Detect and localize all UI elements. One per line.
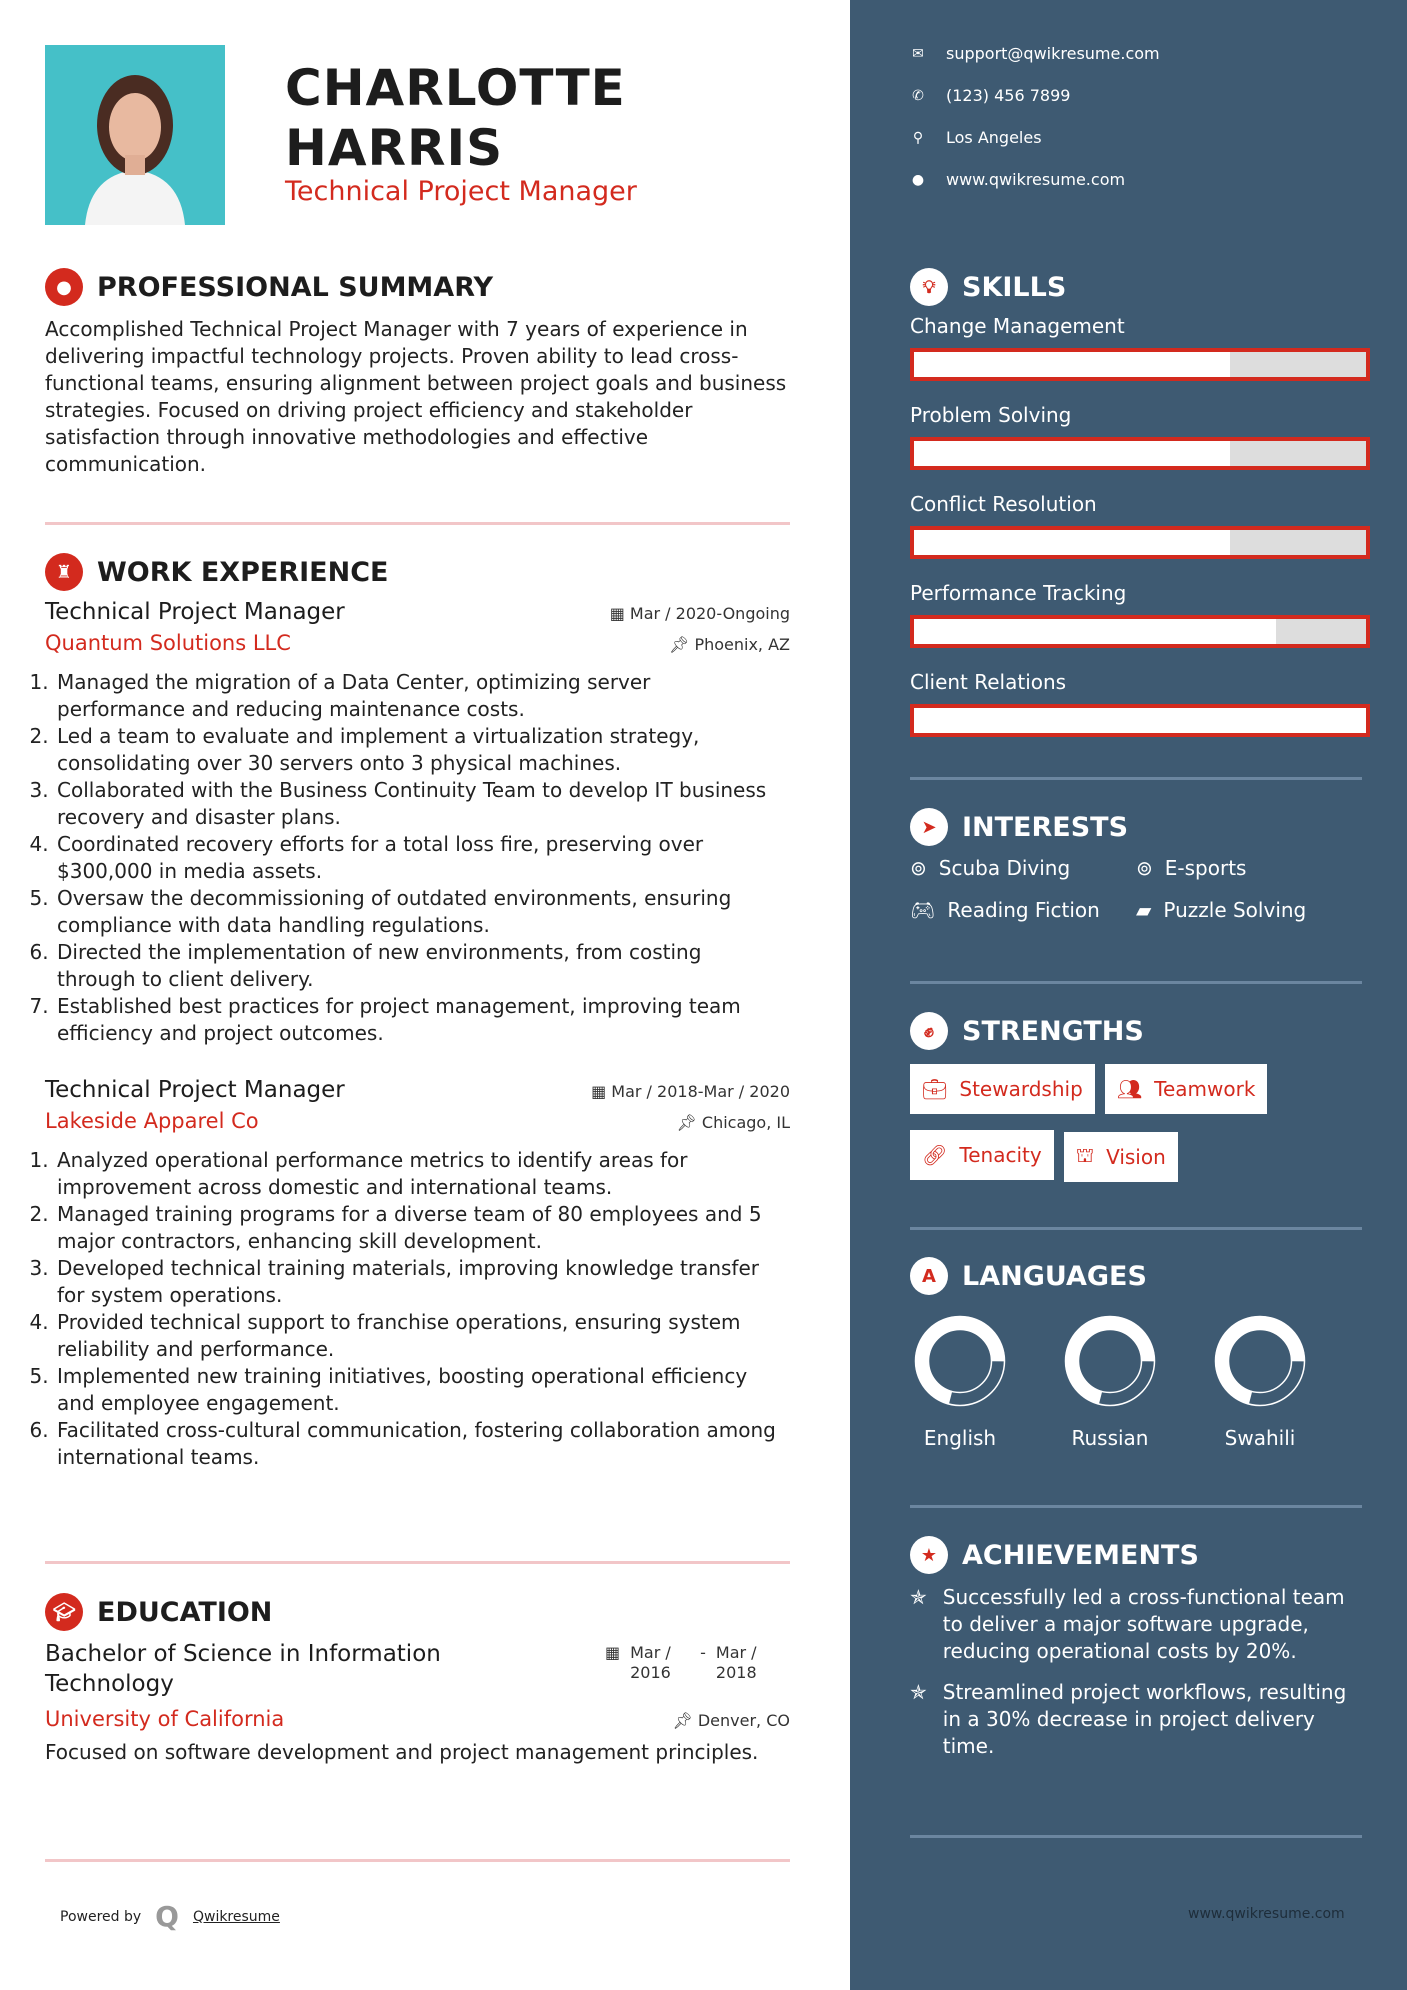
job-duties: [37, 669, 777, 1047]
interest-label: Scuba Diving: [938, 856, 1071, 880]
qwikresume-logo-icon: Q: [155, 1900, 179, 1933]
summary-text: Accomplished Technical Project Manager with 7 years of experience in delivering impactful technology projects. Proven ability to lead cross-functional teams, ensuring alignment between project goals and business strategies. Focused on driving project efficiency and stakeholder satisfaction through innovative methodologies and effective communication.: [45, 317, 787, 476]
skill-item: [910, 492, 1370, 559]
lightbulb-icon: 💡︎: [910, 268, 948, 306]
life-ring-icon: ⊚: [910, 856, 927, 880]
skill-bar: [910, 615, 1370, 648]
list-item: 1. Analyzed operational performance metrics to identify areas for improvement across domestic and international teams.: [55, 1147, 777, 1201]
list-item: 5. Implemented new training initiatives, boosting operational efficiency and employee engagement.: [55, 1363, 777, 1417]
chair-icon: ♜: [45, 553, 83, 591]
list-item: 3. Collaborated with the Business Continuity Team to develop IT business recovery and disaster plans.: [55, 777, 777, 831]
achievement-text: Streamlined project workflows, resulting in a 30% decrease in project delivery time.: [942, 1680, 1347, 1758]
languages-section: [910, 1257, 1310, 1450]
interest-label: Puzzle Solving: [1163, 898, 1307, 922]
degree: Bachelor of Science in Information Technology: [45, 1641, 441, 1697]
language-donut: [1060, 1311, 1160, 1411]
interests-section: [910, 808, 1362, 922]
list-item: 1. Managed the migration of a Data Center, optimizing server performance and reducing maintenance costs.: [55, 669, 777, 723]
list-item: 5. Oversaw the decommissioning of outdated environments, ensuring compliance with data handling regulations.: [55, 885, 777, 939]
skill-item: [910, 314, 1370, 381]
section-title: WORK EXPERIENCE: [97, 556, 389, 588]
education-section: 🎓︎ EDUCATION Bachelor of Science in Information Technology ▦ Mar / 2016 - Mar / 2018 University of California 📌︎ Denver, CO Focused on software development and project management principles.: [45, 1593, 790, 1766]
paper-plane-icon: ➤: [910, 808, 948, 846]
footer-website-link[interactable]: www.qwikresume.com: [1188, 1906, 1345, 1922]
divider: [910, 1835, 1362, 1838]
job-location: Chicago, IL: [701, 1113, 790, 1132]
divider: [45, 522, 790, 525]
language-item: [1060, 1311, 1160, 1450]
job-duties: [37, 1147, 777, 1471]
section-title: ACHIEVEMENTS: [962, 1539, 1199, 1571]
book-icon: ▰: [1136, 898, 1152, 922]
translate-icon: A: [910, 1257, 948, 1295]
list-item: 6. Directed the implementation of new environments, from costing through to client delivery.: [55, 939, 777, 993]
skill-label: Change Management: [910, 314, 1125, 338]
strength-label: Tenacity: [959, 1143, 1042, 1167]
contact-website[interactable]: www.qwikresume.com: [946, 170, 1126, 189]
star-badge-icon: ★: [910, 1536, 948, 1574]
globe-icon: ●: [911, 171, 925, 188]
list-item: 2. Led a team to evaluate and implement a virtualization strategy, consolidating over 30 servers onto 3 physical machines.: [55, 723, 777, 777]
strength-chip: [910, 1130, 1054, 1180]
edu-end: Mar / 2018: [715, 1643, 757, 1682]
divider: [910, 1227, 1362, 1230]
skill-bar-fill: [914, 708, 1366, 733]
candidate-name: CHARLOTTE HARRIS: [285, 59, 626, 177]
skill-label: Conflict Resolution: [910, 492, 1097, 516]
sidebar: [850, 0, 1407, 1990]
skill-label: Client Relations: [910, 670, 1067, 694]
strength-label: Vision: [1106, 1144, 1166, 1169]
strength-label: Stewardship: [959, 1077, 1083, 1101]
skill-bar-fill: [914, 619, 1276, 644]
skill-item: [910, 403, 1370, 470]
interest-item: [1136, 898, 1362, 922]
interest-item: [1136, 856, 1362, 880]
skill-bar: [910, 348, 1370, 381]
job-entry: [45, 1077, 790, 1471]
summary-section: [45, 268, 790, 478]
profile-photo: [45, 45, 225, 225]
company: Quantum Solutions LLC: [45, 631, 291, 655]
graduate-icon: 🎓︎: [45, 1593, 83, 1631]
achievements-section: [910, 1536, 1370, 1774]
strength-chip: [910, 1064, 1095, 1114]
contact-phone: (123) 456 7899: [946, 86, 1071, 105]
language-name: English: [923, 1426, 997, 1450]
calendar-icon: ▦: [591, 1082, 612, 1101]
skill-bar-fill: [914, 441, 1230, 466]
interest-item: [910, 898, 1136, 922]
job-entry: [45, 599, 790, 1047]
pin-icon: 📌︎: [672, 1711, 698, 1730]
divider: [45, 1859, 790, 1862]
achievement-item: [910, 1584, 1370, 1665]
skill-item: [910, 670, 1370, 737]
users-icon: 👥︎: [1116, 1077, 1143, 1101]
list-item: 3. Developed technical training materials, improving knowledge transfer for system operations.: [55, 1255, 777, 1309]
pin-icon: 📌︎: [669, 635, 695, 654]
interest-label: E-sports: [1164, 856, 1247, 880]
section-title: EDUCATION: [97, 1596, 273, 1628]
star-icon: ✯: [910, 1680, 927, 1704]
strength-chip: [1064, 1132, 1178, 1182]
language-item: [1210, 1311, 1310, 1450]
calendar-icon: ▦: [605, 1643, 621, 1662]
school: University of California: [45, 1707, 285, 1731]
interest-item: [910, 856, 1136, 880]
contact-email[interactable]: support@qwikresume.com: [946, 44, 1160, 63]
edu-start: Mar / 2016: [630, 1643, 671, 1682]
language-name: Swahili: [1224, 1426, 1296, 1450]
language-donut: [910, 1311, 1010, 1411]
star-icon: ✯: [910, 1585, 927, 1609]
section-title: PROFESSIONAL SUMMARY: [97, 271, 494, 303]
fist-icon: ✊︎: [910, 1012, 948, 1050]
strength-chip: [1105, 1064, 1268, 1114]
skill-bar: [910, 437, 1370, 470]
qwikresume-link[interactable]: Qwikresume: [192, 1908, 280, 1925]
job-title: Technical Project Manager: [45, 599, 345, 625]
divider: [910, 1505, 1362, 1508]
map-pin-icon: ⚲: [912, 129, 924, 146]
powered-label: Powered by: [60, 1908, 142, 1925]
skill-bar: [910, 704, 1370, 737]
section-title: LANGUAGES: [962, 1260, 1147, 1292]
skills-section: [910, 268, 1370, 759]
edu-location: Denver, CO: [697, 1711, 790, 1730]
divider: [910, 981, 1362, 984]
job-title: Technical Project Manager: [285, 176, 637, 207]
user-icon: ●: [45, 268, 83, 306]
link-icon: 🔗︎: [922, 1143, 948, 1167]
skill-bar-fill: [914, 352, 1230, 377]
binoculars-icon: ⛫: [1075, 1143, 1095, 1167]
job-location: Phoenix, AZ: [694, 635, 790, 654]
education-desc: Focused on software development and project management principles.: [45, 1740, 759, 1764]
job-title: Technical Project Manager: [45, 1077, 345, 1103]
strengths-section: [910, 1012, 1380, 1198]
divider: [45, 1561, 790, 1564]
list-item: 7. Established best practices for project management, improving team efficiency and project outcomes.: [55, 993, 777, 1047]
language-donut: [1210, 1311, 1310, 1411]
strength-label: Teamwork: [1154, 1077, 1256, 1101]
calendar-icon: ▦: [609, 604, 630, 623]
language-item: [910, 1311, 1010, 1450]
list-item: 6. Facilitated cross-cultural communication, fostering collaboration among international teams.: [55, 1417, 777, 1471]
job-date: Mar / 2018-Mar / 2020: [611, 1082, 790, 1101]
list-item: 4. Provided technical support to franchise operations, ensuring system reliability and performance.: [55, 1309, 777, 1363]
envelope-icon: ✉: [912, 45, 924, 62]
phone-icon: ✆: [912, 87, 924, 104]
job-date: Mar / 2020-Ongoing: [629, 604, 790, 623]
skill-bar-fill: [914, 530, 1230, 555]
skill-bar: [910, 526, 1370, 559]
list-item: 2. Managed training programs for a diverse team of 80 employees and 5 major contractors, enhancing skill development.: [55, 1201, 777, 1255]
section-title: SKILLS: [962, 271, 1067, 303]
gamepad-icon: 🎮︎: [910, 898, 936, 922]
list-item: 4. Coordinated recovery efforts for a total loss fire, preserving over $300,000 in media assets.: [55, 831, 777, 885]
section-title: STRENGTHS: [962, 1015, 1144, 1047]
divider: [910, 777, 1362, 780]
skill-item: [910, 581, 1370, 648]
briefcase-icon: 💼︎: [922, 1077, 948, 1101]
life-ring-icon: ⊚: [1136, 856, 1153, 880]
section-title: INTERESTS: [962, 811, 1129, 843]
pin-icon: 📌︎: [676, 1113, 702, 1132]
skill-label: Problem Solving: [910, 403, 1072, 427]
powered-by: [60, 1900, 280, 1933]
skill-label: Performance Tracking: [910, 581, 1127, 605]
achievement-item: [910, 1679, 1370, 1760]
company: Lakeside Apparel Co: [45, 1109, 259, 1133]
work-section: [45, 553, 790, 1471]
contact-location: Los Angeles: [946, 128, 1042, 147]
language-name: Russian: [1071, 1426, 1149, 1450]
interest-label: Reading Fiction: [947, 898, 1100, 922]
achievement-text: Successfully led a cross-functional team to deliver a major software upgrade, reducing operational costs by 20%.: [942, 1585, 1345, 1663]
